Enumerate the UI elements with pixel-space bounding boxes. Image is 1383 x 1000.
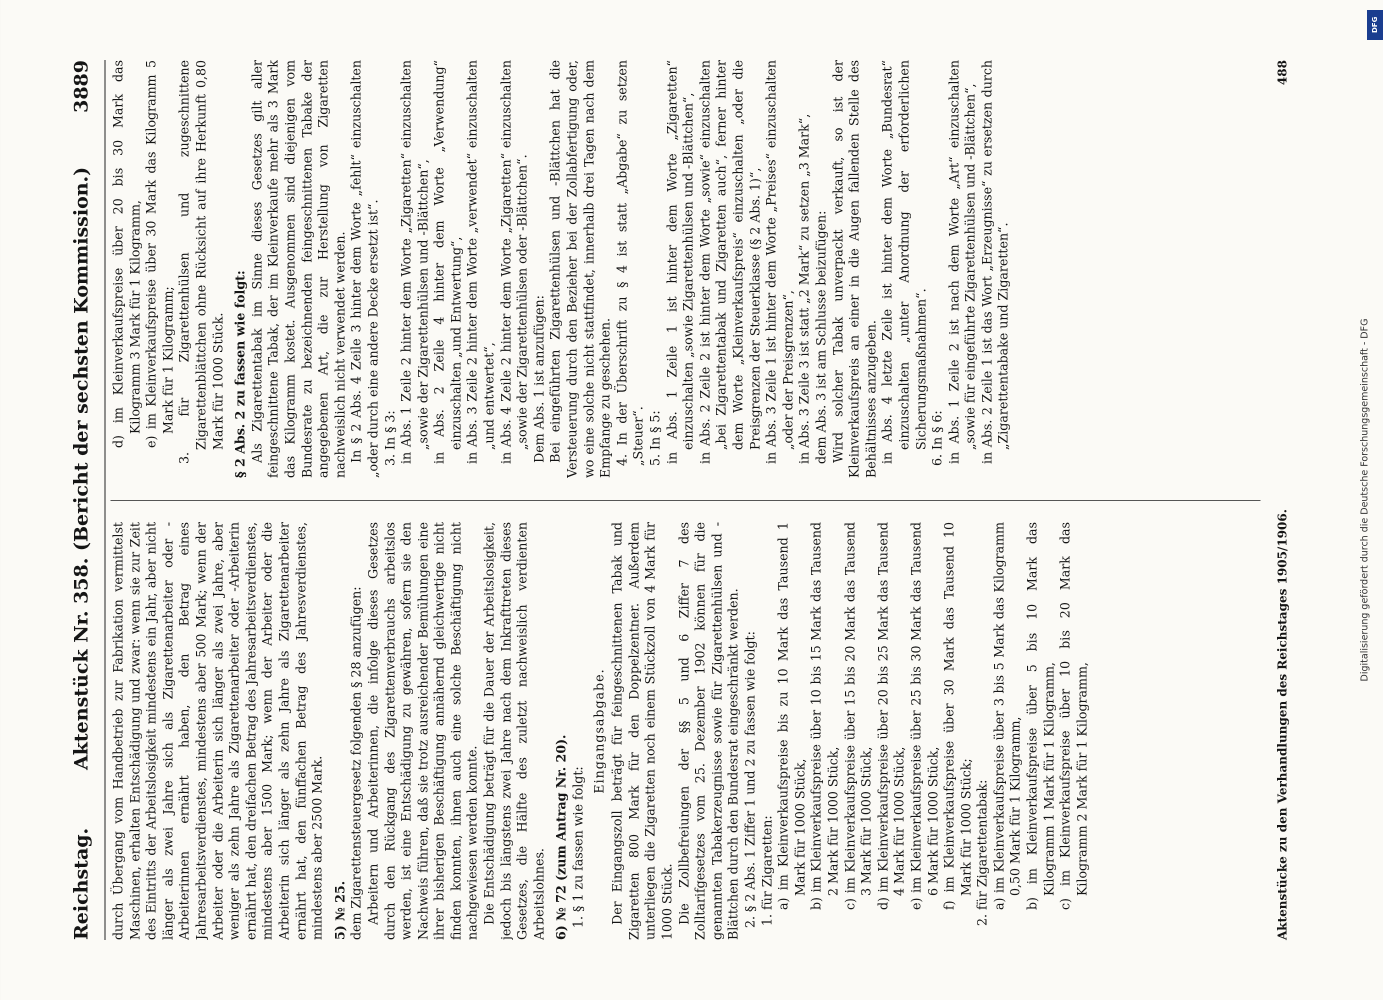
list-item: c) im Kleinverkaufspreise über 15 bis 20 Mark das Tausend 3 Mark für 1000 Stück, [841, 522, 874, 910]
list-item: 4. In der Überschrift zu § 4 ist statt „Abgabe“ zu setzen „Steuer“. [613, 60, 646, 466]
right-column [110, 60, 1270, 478]
list-item: in Abs. 3 Zeile 3 ist statt „2 Mark“ zu setzen „3 Mark“, [796, 113, 812, 464]
list-item: 3. In § 3: [381, 410, 397, 466]
list-item: in Abs. 1 Zeile 2 hinter dem Worte „Zigaretten“ einzuschalten „sowie der Zigarettenhülsen und -Blättchen“, [398, 60, 430, 464]
column-divider [110, 500, 1260, 501]
list-item: dem Abs. 3 ist am Schlusse beizufügen: [812, 210, 828, 464]
list-item: in Abs. 2 Zeile 1 ist das Wort „Erzeugnisse“ zu ersetzen durch „Zigarettentabake und Zigaretten“. [978, 60, 1011, 464]
paragraph: Der Eingangszoll beträgt für feingeschnittenen Tabak und Zigaretten 800 Mark für den Doppelzentner. Außerdem unterliegen die Zigaretten noch einem Stückzoll von 4 Mark für 1000 Stück. [609, 522, 674, 940]
list-item: 3. für Zigarettenhülsen und zugeschnittene Zigarettenblättchen ohne Rücksicht auf ihre Herkunft 0,80 Mark für 1000 Stück. [176, 60, 225, 464]
paragraph: Bei eingeführten Zigarettenhülsen und -Blättchen hat die Versteuerung durch den Bezieher bei der Zollabfertigung oder, wo eine solche nicht stattfindet, innerhalb drei Tagen nach dem Empfange zu geschehen. [547, 60, 613, 478]
digitization-credit: Digitalisierung gefördert durch die Deutsche Forschungsgemeinschaft - DFG [1359, 318, 1371, 682]
list-item: in Abs. 2 Zeile 4 hinter dem Worte „Verwendung“ einzuschalten „und Entwertung“, [431, 60, 463, 464]
running-header [70, 60, 100, 940]
header-rule [104, 60, 105, 940]
list-item: 1. § 1 zu fassen wie folgt: [570, 766, 586, 928]
footer-source: Aktenstücke zu den Verhandlungen des Reichstages 1905/1906. [1275, 509, 1289, 940]
paragraph: Die Entschädigung beträgt für die Dauer der Arbeitslosigkeit, jedoch bis längstens zwei Jahre nach dem Inkrafttreten dieses Gesetzes, die Hälfte des zuletzt nachweislich verdienten Arbeitslohnes. [481, 522, 546, 940]
paragraph: Wird solcher Tabak unverpackt verkauft, so ist der Kleinverkaufspreis an einer in die Augen fallenden Stelle des Behältnisses anzugeben. [829, 60, 878, 478]
list-item: 6. In § 6: [929, 410, 945, 466]
paragraph: Als Zigarettentabak im Sinne dieses Gesetzes gilt aller feingeschnittene Tabak, der im Kleinverkaufe mehr als 3 Mark das Kilogramm kostet. Ausgenommen sind diejenigen vom Bundesrate zu bezeichnenden feingeschnittenen Tabake der angegebenen Art, die zur Herstellung von Zigaretten nachweislich nicht verwendet werden. [248, 60, 347, 478]
list-item: in Abs. 1 Zeile 1 ist hinter dem Worte „Zigaretten“ einzuschalten „sowie Zigarettenhülsen und -Blättchen“, [663, 60, 696, 464]
list-item: d) im Kleinverkaufspreise über 20 bis 30 Mark das Kilogramm 3 Mark für 1 Kilogramm, [110, 60, 142, 448]
paragraph: Die Zollbefreiungen der §§ 5 und 6 Ziffer 7 des Zolltarifgesetzes vom 25. Dezember 1902 können für die genannten Tabakerzeugnisse sowie für Zigarettenhülsen und -Blättchen durch den Bundesrat eingeschränkt werden. [675, 522, 741, 940]
header-title: Aktenstück Nr. 358. (Bericht der sechsten Kommission.) [70, 166, 92, 770]
signature-mark: 488 [1275, 60, 1289, 86]
list-item: e) im Kleinverkaufspreise über 25 bis 30 Mark das Tausend 6 Mark für 1000 Stück, [907, 522, 940, 910]
list-item: b) im Kleinverkaufspreise über 5 bis 10 Mark das Kilogramm 1 Mark für 1 Kilogramm, [1024, 522, 1056, 910]
list-item: 1. für Zigaretten: [758, 815, 774, 926]
page-number: 3889 [70, 60, 92, 113]
left-column [110, 522, 1270, 940]
paragraph: Dem Abs. 1 ist anzufügen: [530, 295, 546, 463]
list-item: in Abs. 1 Zeile 2 ist nach dem Worte „Art“ einzuschalten „sowie für eingeführte Zigarettenhülsen und -Blättchen“, [945, 60, 978, 464]
list-item: a) im Kleinverkaufspreise bis zu 10 Mark das Tausend 1 Mark für 1000 Stück, [775, 522, 807, 910]
list-item: in Abs. 2 Zeile 2 ist hinter dem Worte „sowie“ einzuschalten „bei Zigarettentabak und Zigaretten auch“, ferner hinter dem Worte „Kleinverkaufspreis“ einzuschalten „oder die Preisgrenzen der Steuerklasse (§ 2 Abs. 1)“, [696, 60, 762, 464]
list-item: in Abs. 3 Zeile 1 ist hinter dem Worte „Preises“ einzuschalten „oder der Preisgrenzen“, [763, 60, 795, 464]
list-item: 2. § 2 Abs. 1 Ziffer 1 und 2 zu fassen wie folgt: [741, 631, 757, 928]
list-item: c) im Kleinverkaufspreise über 10 bis 20 Mark das Kilogramm 2 Mark für 1 Kilogramm, [1057, 522, 1089, 910]
paragraph: dem Zigarettensteuergesetz folgenden § 28 anzufügen: [348, 586, 364, 940]
list-item: f) im Kleinverkaufspreise über 30 Mark das Tausend 10 Mark für 1000 Stück; [941, 522, 973, 910]
list-item: in Abs. 3 Zeile 2 hinter dem Worte „verwendet“ einzuschalten „und entwertet“, [464, 60, 497, 464]
list-item: in Abs. 4 letzte Zeile ist hinter dem Worte „Bundesrat“ einzuschalten „unter Anordnung der erforderlichen Sicherungsmaßnahmen“. [879, 60, 928, 464]
list-item: e) im Kleinverkaufspreise über 30 Mark das Kilogramm 5 Mark für 1 Kilogramm; [143, 60, 175, 448]
list-item: a) im Kleinverkaufspreise über 3 bis 5 Mark das Kilogramm 0,50 Mark für 1 Kilogramm, [990, 522, 1023, 910]
subheading: Eingangsabgabe. [590, 668, 606, 794]
list-item: in Abs. 4 Zeile 2 hinter dem Worte „Zigaretten“ einzuschalten „sowie der Zigarettenhülsen oder -Blättchen“. [497, 60, 530, 464]
list-item: b) im Kleinverkaufspreise über 10 bis 15 Mark das Tausend 2 Mark für 1000 Stück, [808, 522, 840, 910]
paragraph: Arbeitern und Arbeiterinnen, die infolge dieses Gesetzes durch den Rückgang des Zigarettenverbrauchs arbeitslos werden, ist eine Entschädigung zu gewähren, sofern sie den Nachweis führen, daß sie trotz ausreichender Bemühungen eine ihrer bisherigen Beschäftigung annähernd gleichwertige nicht finden konnten, ihnen auch eine solche Beschäftigung nicht nachgewiesen werden konnte. [364, 522, 480, 940]
header-left: Reichstag. [70, 827, 92, 940]
paragraph: In § 2 Abs. 4 Zeile 3 hinter dem Worte „fehlt“ einzuschalten „oder durch eine andere Decke ersetzt ist“. [348, 60, 380, 478]
list-item: 2. für Zigarettentabak: [974, 779, 990, 926]
list-item: 5. In § 5: [647, 410, 662, 466]
list-item: d) im Kleinverkaufspreise über 20 bis 25 Mark das Tausend 4 Mark für 1000 Stück, [874, 522, 907, 910]
paragraph: durch Übergang vom Handbetrieb zur Fabrikation vermittelst Maschinen, erhalten Entschädigung und zwar: wenn sie zur Zeit des Eintritts der Arbeitslosigkeit mindestens ein Jahr, aber nicht länger als zwei Jahre sich als Zigarettenarbeiter oder -Arbeiterinnen ernährt haben, den Betrag eines Jahresarbeitsverdienstes, mindestens aber 500 Mark; wenn der Arbeiter oder die Arbeiterin sich länger als zwei Jahre, aber weniger als zehn Jahre als Zigarettenarbeiter oder -Arbeiterin ernährt hat, den dreifachen Betrag des Jahresarbeitsverdienstes, mindestens aber 1500 Mark; wenn der Arbeiter oder die Arbeiterin sich länger als zehn Jahre als Zigarettenarbeiter ernährt hat, den fünffachen Betrag des Jahresverdienstes, mindestens aber 2500 Mark. [110, 522, 325, 940]
section-heading: 5) № 25. [331, 880, 347, 940]
dfg-logo: DFG [1367, 10, 1383, 40]
section-heading: § 2 Abs. 2 zu fassen wie folgt: [232, 270, 248, 478]
page-footer [1275, 60, 1295, 940]
section-heading: 6) № 72 (zum Antrag Nr. 20). [553, 734, 569, 940]
